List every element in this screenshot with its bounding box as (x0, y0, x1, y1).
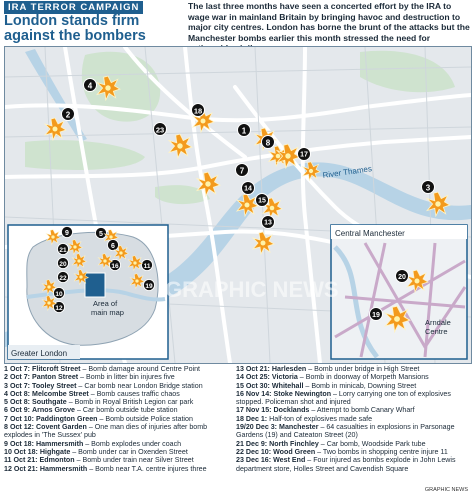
credit: GRAPHIC NEWS (424, 487, 468, 493)
legend-place: Docklands (273, 406, 310, 415)
legend-place: Flitcroft Street (32, 365, 81, 373)
legend-item (236, 423, 470, 440)
marker-label: 8 (265, 138, 271, 148)
legend-place: Whitehall (271, 381, 304, 390)
legend-item (236, 448, 470, 456)
legend-number: 19/20 (236, 423, 254, 432)
legend-date: Dec 10: (245, 447, 272, 456)
legend-date: Oct 18: (13, 447, 38, 456)
legend-item (236, 365, 470, 373)
legend-place: West End (273, 456, 306, 465)
legend-place: Hammersmith (35, 439, 84, 448)
legend-item (4, 365, 232, 373)
marker-label: 16 (111, 263, 119, 270)
legend-date: Oct 7: (9, 373, 31, 382)
legend-place: Harlesden (271, 365, 307, 373)
incident-legend (4, 365, 470, 485)
marker-label: 14 (244, 185, 252, 193)
legend-date: Oct 21: (13, 456, 38, 465)
legend-place: Covent Garden (35, 423, 87, 432)
legend-description: – Bomb under bridge in High Street (306, 365, 420, 373)
legend-description: – Bomb outside Police station (97, 414, 193, 423)
legend-number: 4 (4, 389, 8, 398)
marker-label: 15 (258, 197, 266, 205)
legend-item (4, 456, 232, 464)
legend-description: – Car bomb near London Bridge station (76, 381, 203, 390)
marker-label: 19 (145, 283, 153, 290)
legend-item (236, 373, 470, 381)
legend-item (4, 423, 232, 440)
legend-date: Oct 8: (9, 398, 31, 407)
legend-description: – 64 casualties in explosions in Parsonage Gardens (19) and Cateaton Street (20) (236, 423, 455, 440)
manchester-title: Central Manchester (335, 229, 405, 238)
marker-label: 17 (300, 151, 308, 159)
legend-number: 22 (236, 447, 244, 456)
legend-item (4, 415, 232, 423)
arndale-label-1: Arndale (425, 318, 451, 327)
legend-description: – Bomb near T.A. centre injures three (87, 464, 207, 473)
legend-date: Oct 7: (9, 381, 31, 390)
marker-label: 2 (65, 110, 71, 120)
legend-description: – Car bomb outside tube station (75, 406, 178, 415)
legend-date: Oct 7: (9, 365, 31, 373)
legend-number: 10 (4, 447, 12, 456)
legend-date: Oct 18: (9, 439, 34, 448)
legend-description: – Bomb under car in Oxenden Street (70, 447, 188, 456)
legend-number: 7 (4, 414, 8, 423)
legend-number: 14 (236, 373, 244, 382)
legend-number: 6 (4, 406, 8, 415)
marker-label: 3 (425, 183, 431, 193)
legend-description: – Two bombs in shopping centre injure 11 (315, 447, 448, 456)
legend-number: 9 (4, 439, 8, 448)
legend-date: Oct 12: (9, 423, 34, 432)
legend-number: 8 (4, 423, 8, 432)
kicker: IRA TERROR CAMPAIGN (4, 1, 143, 14)
marker-label: 20 (398, 274, 406, 281)
legend-description: – Bomb damage around Centre Point (80, 365, 201, 373)
legend-item (4, 448, 232, 456)
legend-number: 1 (4, 365, 8, 373)
legend-place: Melcombe Street (32, 389, 89, 398)
legend-item (236, 456, 470, 473)
legend-place: Manchester (279, 423, 319, 432)
manchester-inset (331, 225, 467, 359)
legend-item (4, 465, 232, 473)
legend-description: – Bomb causes traffic chaos (88, 389, 180, 398)
legend-number: 16 (236, 389, 244, 398)
legend-item (4, 406, 232, 414)
legend-description: – Bomb in Royal British Legion car park (66, 398, 194, 407)
marker-label: 21 (59, 247, 67, 254)
marker-label: 13 (264, 219, 272, 227)
legend-place: Paddington Green (35, 414, 98, 423)
marker-label: 6 (111, 243, 115, 250)
marker-label: 7 (239, 166, 245, 176)
legend-item (4, 390, 232, 398)
headline: London stands firm against the bombers (4, 13, 146, 44)
legend-place: Victoria (271, 373, 298, 382)
legend-number: 5 (4, 398, 8, 407)
marker-label: 22 (59, 275, 67, 282)
legend-number: 12 (4, 464, 12, 473)
legend-number: 11 (4, 456, 12, 465)
marker-label: 4 (87, 81, 93, 91)
legend-date: Oct 21: (245, 365, 270, 373)
area-label-1: Area of (93, 299, 118, 308)
main-map (4, 46, 472, 364)
legend-item (4, 398, 232, 406)
legend-place: Panton Street (32, 373, 79, 382)
marker-label: 12 (55, 305, 63, 312)
legend-date: Dec 1: (245, 414, 268, 423)
legend-item (236, 390, 470, 407)
legend-date: Oct 21: (13, 464, 38, 473)
legend-date: Oct 30: (245, 381, 270, 390)
river-label: River Thames (322, 164, 373, 180)
legend-column-1 (4, 365, 232, 473)
legend-item (236, 415, 470, 423)
legend-date: Oct 25: (245, 373, 270, 382)
legend-description: – Lorry carrying one ton of explosives stopped. Policeman shot and injured (236, 389, 451, 407)
legend-number: 15 (236, 381, 244, 390)
legend-place: North Finchley (269, 439, 319, 448)
header (0, 0, 474, 46)
legend-number: 23 (236, 456, 244, 465)
legend-place: Stoke Newington (273, 389, 332, 398)
legend-description: – Bomb in doorway of Morpeth Mansions (297, 373, 429, 382)
intro-text: The last three months have seen a concerted effort by the IRA to wage war in mainland Britain by bringing havoc and destruction to major city centres. London has borne the brunt of the attacks but the Manchester bombs earlier this month stressed the need for (188, 1, 470, 43)
greater-london-inset (8, 225, 168, 359)
legend-date: Nov 14: (245, 389, 272, 398)
legend-date: Dec 16: (245, 456, 272, 465)
legend-date: Nov 15: (245, 406, 272, 415)
legend-description: Half-ton of explosives made safe (269, 414, 373, 423)
legend-place: Hammersmith (39, 464, 88, 473)
legend-description: – Bomb in litter bin injures five (78, 373, 175, 382)
legend-date: Oct 9: (9, 406, 31, 415)
legend-description: – Bomb under train near Silver Street (74, 456, 194, 465)
marker-label: 19 (372, 312, 380, 319)
legend-item (4, 373, 232, 381)
legend-number: 18 (236, 414, 244, 423)
legend-place: Southgate (32, 398, 67, 407)
legend-date: Oct 8: (9, 389, 31, 398)
legend-number: 13 (236, 365, 244, 373)
legend-date: Dec 9: (245, 439, 268, 448)
marker-label: 11 (143, 263, 151, 270)
area-label-2: main map (91, 308, 124, 317)
watermark: GRAPHIC NEWS (165, 277, 339, 302)
legend-description: – Four injured as bombs explode in John Lewis department store, Holles Street and Cavendish Square (236, 456, 456, 473)
legend-place: Edmonton (39, 456, 75, 465)
legend-date: Oct 10: (9, 414, 34, 423)
area-of-main-map-box (85, 273, 105, 297)
legend-date: Dec 3: (255, 423, 278, 432)
marker-label: 18 (193, 106, 203, 116)
legend-description: – Car bomb, Woodside Park tube (318, 439, 426, 448)
marker-label: 23 (155, 125, 165, 135)
legend-number: 2 (4, 373, 8, 382)
legend-item (236, 440, 470, 448)
marker-label: 10 (55, 291, 63, 298)
legend-place: Tooley Street (32, 381, 77, 390)
legend-description: – Bomb in minicab, Downing Street (303, 381, 417, 390)
marker-label: 9 (65, 230, 69, 237)
marker-label: 1 (241, 126, 247, 136)
legend-number: 3 (4, 381, 8, 390)
legend-place: Arnos Grove (32, 406, 75, 415)
legend-place: Highgate (39, 447, 71, 456)
legend-description: – Attempt to bomb Canary Wharf (309, 406, 415, 415)
legend-item (236, 406, 470, 414)
legend-column-2 (236, 365, 470, 473)
legend-description: – Bomb explodes under coach (83, 439, 182, 448)
manchester-inset-frame (331, 225, 467, 359)
arndale-label-2: Centre (425, 327, 448, 336)
marker-label: 20 (59, 261, 67, 268)
legend-description: – One man dies of injuries after bomb explodes in 'The Sussex' pub (4, 423, 208, 440)
legend-place: Wood Green (273, 447, 316, 456)
legend-item (4, 440, 232, 448)
inset-title: Greater London (11, 349, 68, 358)
legend-number: 17 (236, 406, 244, 415)
legend-number: 21 (236, 439, 244, 448)
legend-item (236, 382, 470, 390)
legend-item (4, 382, 232, 390)
marker-label: 5 (99, 231, 103, 238)
